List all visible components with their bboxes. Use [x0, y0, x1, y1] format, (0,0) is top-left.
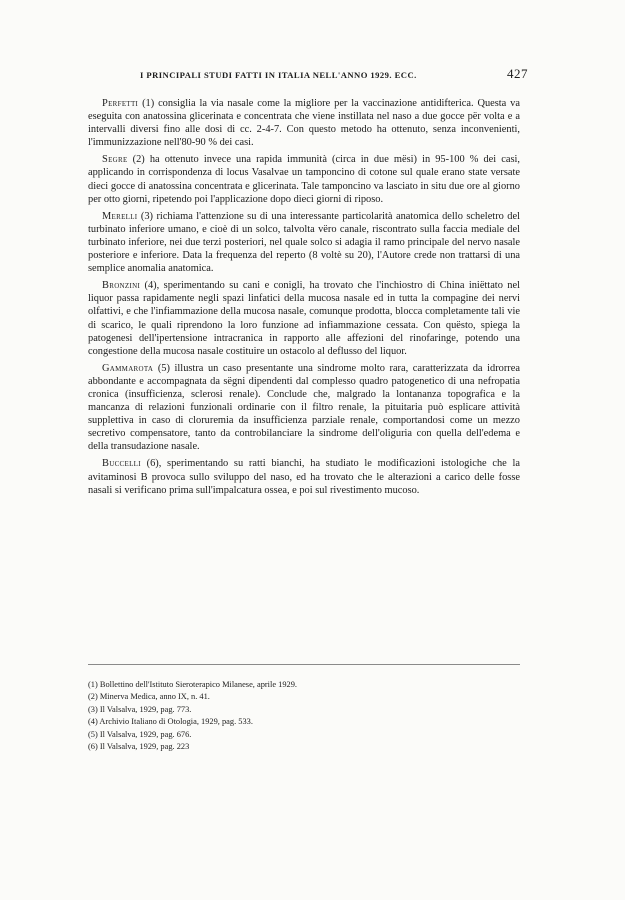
paragraph — [88, 457, 520, 496]
author-name: Merelli — [102, 210, 138, 222]
author-name: Segre — [102, 154, 128, 166]
footnote: (6) Il Valsalva, 1929, pag. 223 — [88, 742, 190, 752]
author-name: Buccelli — [102, 458, 141, 470]
page-header — [88, 66, 528, 82]
footnote: (4) Archivio Italiano di Otologia, 1929, pag. 533. — [88, 717, 253, 727]
paragraph-text: (2) ha ottenuto invece una rapida immunità (circa in due mësi) in 95-100 % dei casi, applicando in corrispondenza di locus Vasalvae un tamponcino di cotone sul quale erano state versate dieci gocce di anatossina concentrata e glicerinata. Tale tamponcino va lasciato in situ due ore al giorno per otto giorni, ripetendo poi l'applicazione dopo dieci giorni di riposo. — [88, 154, 520, 205]
footnote: (3) Il Valsalva, 1929, pag. 773. — [88, 704, 192, 714]
paragraph — [88, 279, 520, 358]
paragraph-text: (1) consiglia la via nasale come la migliore per la vaccinazione antidifterica. Questa va eseguita con anatossina glicerinata e concentrata che viene instillata nel naso a due gocce për volta e a intervalli diversi fino alle dosi di cc. 2-4-7. Con questo metodo ha ottenuto, senza inconvenienti, l'immunizzazione nell'80-90 % dei casi. — [88, 98, 520, 149]
paragraph — [88, 153, 520, 205]
running-head: I PRINCIPALI STUDI FATTI IN ITALIA NELL'ANNO 1929. ECC. — [140, 70, 417, 80]
paragraph-text: (6), sperimentando su ratti bianchi, ha studiato le modificazioni istologiche che la avitaminosi B provoca sullo sviluppo del naso, ed ha trovato che le alterazioni a carico delle fosse nasali si verificano prima sull'impalcatura ossea, e poi sul rivestimento mucoso. — [88, 458, 520, 496]
paragraph-text: (3) richiama l'attenzione su di una interessante particolarità anatomica dello scheletro del turbinato inferiore umano, e cioè di un solco, talvolta vëro canale, riscontrato sulla faccia mediale del turbinato inferiore, nei due terzi posteriori, nel quale solco si adagia il ramo principale del nervo nasale posteriore e inferiore. Data la frequenza del reperto (8 voltè su 20), l'Autore crede non trattarsi di una semplice anomalia anatomica. — [88, 210, 520, 275]
author-name: Gammarota — [102, 362, 154, 374]
paragraph-text: (5) illustra un caso presentante una sindrome molto rara, caratterizzata da idrorrea abbondante e accompagnata da sëgni dipendenti dal complesso quadro patogenetico di una nefropatia cronica (insufficienza, sclerosi renale). Conclude che, malgrado la lontananza topografica e la mancanza di relazioni funzionali ordinarie con il filtro renale, la pituitaria può esplicare attività supplettiva in caso di cloruremia da insufficienza parziale renale, comportandosi come un mezzo secretivo compensatore, tanto da controbilanciare la sindrome dell'oliguria con quella dell'edema e della transudazione nasale. — [88, 362, 520, 453]
author-name: Bronzini — [102, 280, 141, 292]
paragraph — [88, 362, 520, 454]
paragraph — [88, 210, 520, 275]
footnote: (1) Bollettino dell'Istituto Sieroterapico Milanese, aprile 1929. — [88, 680, 297, 689]
body-text — [88, 97, 520, 501]
footnote: (5) Il Valsalva, 1929, pag. 676. — [88, 729, 192, 739]
footnotes — [88, 679, 520, 753]
paragraph-text: (4), sperimentando su cani e conigli, ha trovato che l'inchiostro di China iniëttato nel liquor passa rapidamente negli spazi linfatici della mucosa nasale ed in tutta la compagine dei nervi olfattivi, e che l'infiammazione della mucosa nasale, comunque prodotta, blocca completamente tali vie di scarico, le quali riprendono la loro funzione ad infiammazione cessata. Con quësto, spiega la patogenesi dell'ipertensione intracranica in rapporto alle affezioni del rinofaringe, potendo una congestione della mucosa nasale costituire un ostacolo al deflusso del liquor. — [88, 280, 520, 357]
footnote: (2) Minerva Medica, anno IX, n. 41. — [88, 692, 210, 702]
paragraph — [88, 97, 520, 149]
footnote-divider — [88, 664, 520, 665]
author-name: Perfetti — [102, 98, 139, 109]
page-number: 427 — [507, 66, 528, 81]
